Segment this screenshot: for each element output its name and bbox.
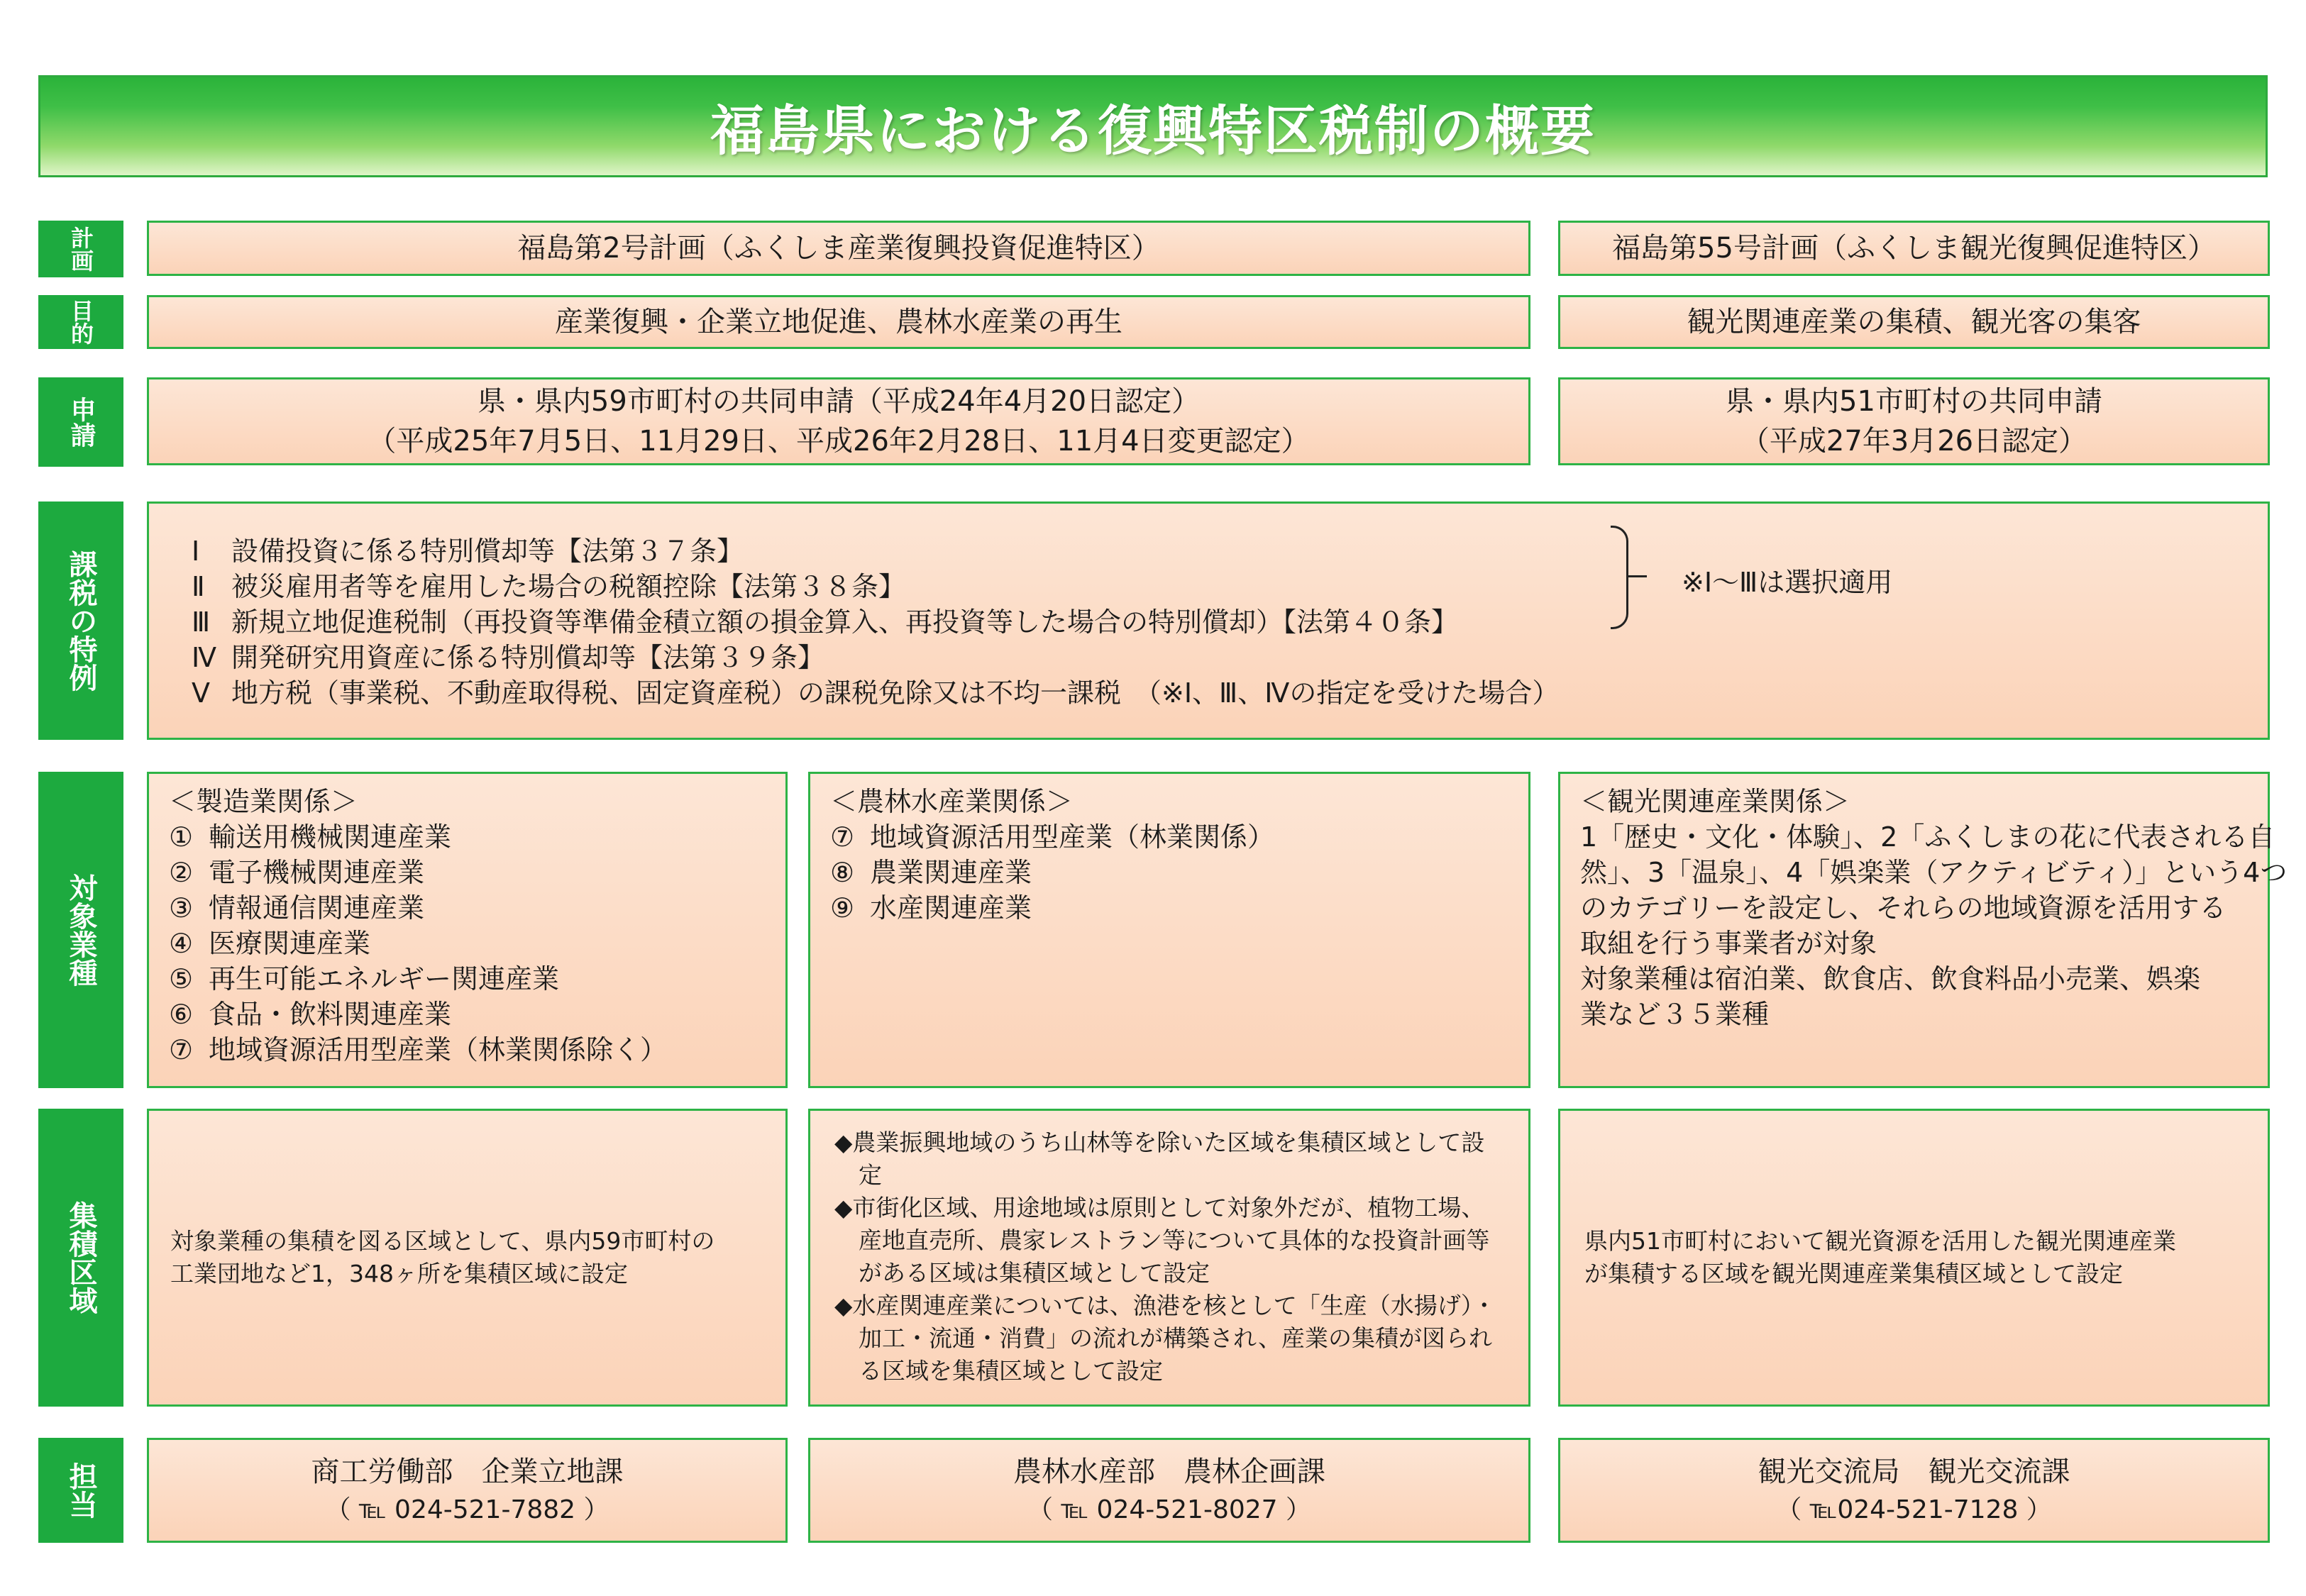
list-item (830, 890, 1274, 926)
contact-box-left (147, 1438, 788, 1543)
industry-box-tourism (1558, 772, 2288, 1088)
tourism-line: 取組を行う事業者が対象 (1580, 928, 1877, 959)
page-title-text: 福島県における復興特区税制の概要 (710, 99, 1596, 162)
contact-tel: （ ℡024-521-7128 ） (1776, 1495, 2052, 1524)
tax-item (192, 569, 1559, 604)
list-item (169, 855, 667, 890)
row-label-area (38, 1109, 123, 1407)
application-left-line1: 県・県内59市町村の共同申請（平成24年4月20日認定） (477, 385, 1201, 418)
agriculture-list (830, 784, 1274, 926)
tax-item-num: Ⅴ (192, 677, 210, 709)
row-label-purpose (38, 295, 123, 349)
tax-item-num: Ⅰ (192, 536, 200, 567)
tourism-line: 然」、3「温泉」、4「娯楽業（アクティビティ）」という4つ (1580, 857, 2288, 888)
area-right-line: が集積する区域を観光関連産業集積区域として設定 (1584, 1260, 2123, 1287)
list-item (169, 926, 667, 961)
list-item (830, 855, 1274, 890)
contact-dept: 農林水産部 農林企画課 (1013, 1456, 1325, 1488)
row-label-tax (38, 501, 123, 740)
list-item-text: 水産関連産業 (870, 892, 1032, 924)
area-box-right (1558, 1109, 2270, 1407)
application-right-line2: （平成27年3月26日認定） (1740, 425, 2087, 458)
tax-item-text: 新規立地促進税制（再投資等準備金積立額の損金算入、再投資等した場合の特別償却）【法第４０条】 (231, 606, 1459, 638)
list-item (169, 997, 667, 1032)
list-item-text: 電子機械関連産業 (209, 857, 425, 888)
tax-item (192, 533, 1559, 569)
tax-item-num: Ⅲ (192, 606, 211, 638)
tax-item-num: Ⅳ (192, 642, 217, 673)
tourism-line: 業など３５業種 (1580, 999, 1770, 1030)
area-middle-bullet: ◆市街化区域、用途地域は原則として対象外だが、植物工場、産地直売所、農家レストラン等について具体的な投資計画等がある区域は集積区域として設定 (834, 1194, 1490, 1287)
list-item (169, 819, 667, 855)
list-item (169, 961, 667, 997)
tax-list (192, 533, 1559, 711)
list-item-num: ⑦ (169, 1034, 194, 1065)
list-item-num: ① (169, 821, 194, 853)
manufacturing-list (169, 784, 667, 1068)
list-item-text: 情報通信関連産業 (209, 892, 425, 924)
application-left-line2: （平成25年7月5日、11月29日、平成26年2月28日、11月4日変更認定） (368, 425, 1310, 458)
tourism-line: 対象業種は宿泊業、飲食店、飲食料品小売業、娯楽 (1580, 963, 2201, 994)
list-item-num: ③ (169, 892, 194, 924)
list-item-num: ⑥ (169, 999, 194, 1030)
row-label-contact-text: 担当 (65, 1462, 97, 1519)
tax-item-text: 地方税（事業税、不動産取得税、固定資産税）の課税免除又は不均一課税 （※Ⅰ、Ⅲ、Ⅳの指定を受けた場合） (231, 677, 1560, 709)
area-left-line: 工業団地など1，348ヶ所を集積区域に設定 (170, 1260, 628, 1287)
purpose-box-left (147, 295, 1530, 349)
row-label-area-text: 集積区域 (65, 1201, 97, 1314)
industry-box-agriculture (808, 772, 1530, 1088)
list-item-text: 食品・飲料関連産業 (209, 999, 452, 1030)
contact-tel: （ ℡ 024-521-8027 ） (1027, 1495, 1312, 1524)
list-item-num: ⑧ (830, 857, 855, 888)
tax-box (147, 501, 2270, 740)
plan-left-text: 福島第2号計画（ふくしま産業復興投資促進特区） (517, 232, 1160, 265)
area-right-line: 県内51市町村において観光資源を活用した観光関連産業 (1584, 1227, 2176, 1255)
list-item-text: 再生可能エネルギー関連産業 (209, 963, 560, 994)
row-label-industry-text: 対象業種 (65, 873, 97, 987)
area-box-middle (808, 1109, 1530, 1407)
plan-box-right (1558, 221, 2270, 276)
row-label-contact (38, 1438, 123, 1543)
plan-box-left (147, 221, 1530, 276)
area-left-line: 対象業種の集積を図る区域として、県内59市町村の (170, 1227, 715, 1255)
area-box-left (147, 1109, 788, 1407)
row-label-application (38, 377, 123, 467)
tax-item-text: 開発研究用資産に係る特別償却等【法第３９条】 (231, 642, 825, 673)
contact-dept: 商工労働部 企業立地課 (311, 1456, 624, 1488)
selection-bracket-tip (1628, 575, 1647, 577)
tax-item (192, 675, 1559, 711)
contact-dept: 観光交流局 観光交流課 (1758, 1456, 2070, 1488)
tourism-line: 1「歴史・文化・体験」、2「ふくしまの花に代表される自 (1580, 821, 2275, 853)
purpose-right-text: 観光関連産業の集積、観光客の集客 (1687, 306, 2141, 338)
contact-tel: （ ℡ 024-521-7882 ） (325, 1495, 609, 1524)
plan-right-text: 福島第55号計画（ふくしま観光復興促進特区） (1612, 232, 2216, 265)
contact-box-right (1558, 1438, 2270, 1543)
selection-note: ※Ⅰ～Ⅲは選択適用 (1682, 567, 1893, 598)
list-item (169, 1032, 667, 1068)
area-middle-bullet: ◆水産関連産業については、漁港を核として「生産（水揚げ）・加工・流通・消費」の流れが構築され、産業の集積が図られる区域を集積区域として設定 (834, 1292, 1496, 1385)
list-item (169, 890, 667, 926)
list-item-num: ⑨ (830, 892, 855, 924)
list-item (830, 819, 1274, 855)
list-item-num: ④ (169, 928, 194, 959)
row-label-purpose-text: 目的 (67, 299, 94, 345)
page-title (38, 75, 2268, 177)
tax-item-text: 被災雇用者等を雇用した場合の税額控除【法第３８条】 (231, 571, 906, 602)
tax-item (192, 640, 1559, 675)
list-item-text: 輸送用機械関連産業 (209, 821, 452, 853)
list-item-num: ② (169, 857, 194, 888)
industry-box-manufacturing (147, 772, 788, 1088)
row-label-tax-text: 課税の特例 (65, 550, 97, 692)
row-label-application-text: 申請 (67, 397, 96, 448)
tax-item-num: Ⅱ (192, 571, 205, 602)
list-item-text: 医療関連産業 (209, 928, 371, 959)
application-box-left (147, 377, 1530, 465)
tourism-heading: ＜観光関連産業関係＞ (1580, 786, 1850, 817)
purpose-left-text: 産業復興・企業立地促進、農林水産業の再生 (555, 306, 1122, 338)
manufacturing-heading: ＜製造業関係＞ (169, 786, 358, 817)
row-label-industry (38, 772, 123, 1088)
selection-bracket (1611, 526, 1628, 629)
purpose-box-right (1558, 295, 2270, 349)
tourism-list (1580, 784, 2287, 1032)
row-label-plan (38, 221, 123, 277)
area-middle-bullet: ◆農業振興地域のうち山林等を除いた区域を集積区域として設定 (834, 1129, 1485, 1189)
application-box-right (1558, 377, 2270, 465)
list-item-text: 農業関連産業 (870, 857, 1032, 888)
agriculture-heading: ＜農林水産業関係＞ (830, 786, 1074, 817)
row-label-plan-text: 計画 (67, 226, 94, 272)
contact-box-middle (808, 1438, 1530, 1543)
list-item-text: 地域資源活用型産業（林業関係） (870, 821, 1275, 853)
tax-item-text: 設備投資に係る特別償却等【法第３７条】 (231, 536, 744, 567)
list-item-text: 地域資源活用型産業（林業関係除く） (209, 1034, 668, 1065)
tourism-line: のカテゴリーを設定し、それらの地域資源を活用する (1580, 892, 2227, 924)
list-item-num: ⑤ (169, 963, 194, 994)
tax-item (192, 604, 1559, 640)
application-right-line1: 県・県内51市町村の共同申請 (1726, 385, 2102, 418)
list-item-num: ⑦ (830, 821, 855, 853)
